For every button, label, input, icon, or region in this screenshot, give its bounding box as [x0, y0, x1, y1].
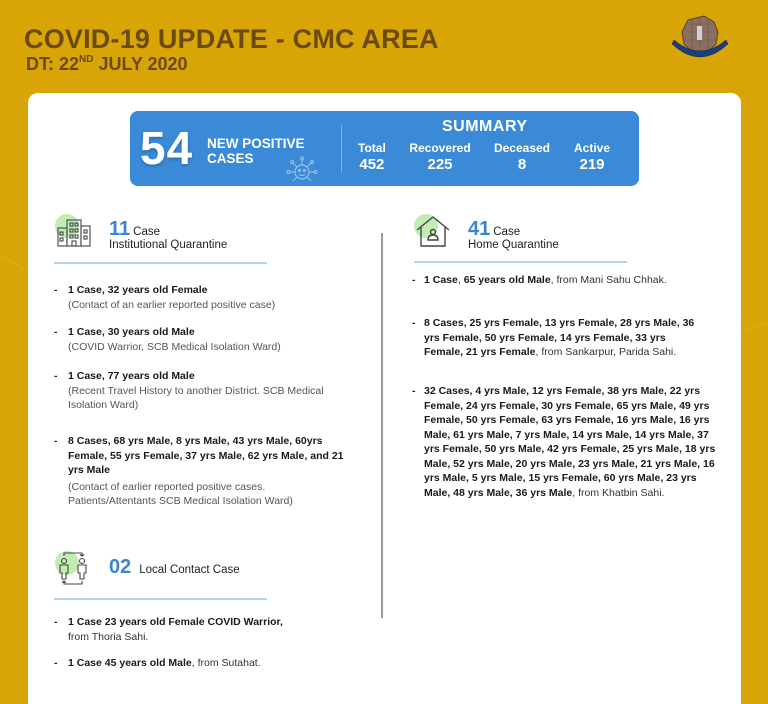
stat-label: Recovered [409, 141, 471, 155]
item-bold: 8 Cases, 68 yrs Male, 8 yrs Male, 43 yrs Male, 60yrs Female, 55 yrs Female, 37 yrs Male, 62 yrs Male, and 21 yrs Male [68, 435, 344, 476]
stat-recovered [407, 141, 473, 173]
banner-divider [341, 125, 342, 173]
date-suffix: JULY 2020 [93, 54, 188, 74]
page-title: COVID-19 UPDATE - CMC AREA [24, 24, 439, 54]
item-bold: 8 Cases, 25 yrs Female, 13 yrs Female, 28 yrs Male, 36 yrs Female, 50 yrs Female, 14 yrs Female, 33 yrs Female, 21 yrs Female [424, 317, 695, 358]
section-underline [414, 261, 627, 263]
stat-active [572, 141, 612, 173]
new-cases-count: 54 [140, 122, 194, 174]
bullet-dash: - [54, 326, 58, 338]
list-item [54, 283, 374, 312]
bullet-dash: - [412, 274, 416, 286]
local-contact-label: Local Contact Case [139, 564, 240, 576]
item-bold: 1 Case [424, 274, 458, 286]
item-normal: , from Khatbin Sahi. [572, 486, 665, 499]
bullet-dash: - [54, 657, 58, 669]
item-note: (Contact of an earlier reported positive case) [68, 298, 276, 311]
home-label: Home Quarantine [468, 239, 559, 251]
cmc-logo-icon [668, 14, 732, 62]
item-normal: , [457, 274, 464, 286]
item-normal: , from Mani Sahu Chhak. [550, 274, 667, 286]
bullet-dash: - [54, 435, 58, 447]
item-bold: 1 Case, 30 years old Male [68, 326, 195, 338]
institutional-unit: Case [133, 226, 161, 238]
item-note: (Recent Travel History to another District. SCB Medical Isolation Ward) [68, 384, 324, 411]
section-underline [54, 598, 267, 600]
date-ordinal: ND [79, 54, 94, 65]
institutional-quarantine-header [55, 214, 227, 251]
institutional-count: 11 [109, 218, 131, 240]
item-bold: 1 Case, 77 years old Male [68, 370, 195, 382]
list-item [412, 316, 702, 360]
local-contact-icon-wrap [55, 551, 97, 587]
list-item [54, 325, 374, 354]
item-bold: 65 years old Male [463, 274, 551, 286]
new-cases-label: NEW POSITIVE CASES [207, 136, 305, 166]
contact-tracing-icon [55, 551, 97, 587]
list-item [54, 434, 354, 509]
stat-label: Deceased [493, 141, 551, 155]
item-note: (Contact of earlier reported positive cases. Patients/Attentants SCB Medical Isolation Ward) [68, 480, 293, 507]
home-count: 41 [468, 218, 491, 240]
home-unit: Case [493, 226, 521, 238]
institutional-icon-wrap [55, 214, 97, 250]
item-note: (COVID Warrior, SCB Medical Isolation Ward) [68, 340, 281, 353]
bullet-dash: - [54, 616, 58, 628]
item-bold: 1 Case 45 years old Male [68, 657, 192, 669]
item-normal: from Thoria Sahi. [68, 630, 149, 643]
item-normal: , from Sutahat. [191, 657, 261, 669]
stat-total [358, 141, 386, 173]
home-quarantine-header [414, 214, 559, 251]
item-bold: 1 Case, 32 years old Female [68, 284, 208, 296]
summary-banner [130, 111, 639, 186]
summary-title: SUMMARY [442, 118, 528, 135]
local-contact-count: 02 [109, 556, 132, 578]
date-prefix: DT: 22 [26, 54, 80, 74]
list-item [54, 656, 354, 671]
stat-deceased [490, 141, 554, 173]
list-item [412, 384, 722, 500]
institutional-label: Institutional Quarantine [109, 239, 228, 251]
section-underline [54, 262, 267, 264]
bullet-dash: - [54, 370, 58, 382]
item-normal: , from Sankarpur, Parida Sahi. [535, 346, 677, 358]
list-item [54, 369, 324, 413]
bullet-dash: - [54, 284, 58, 296]
local-contact-header [55, 551, 240, 587]
stat-value: 452 [359, 156, 385, 173]
virus-icon [285, 155, 319, 185]
item-bold: 1 Case 23 years old Female COVID Warrior, [68, 616, 283, 628]
stat-value: 225 [427, 156, 453, 173]
buildings-icon [55, 214, 97, 250]
home-icon [414, 214, 456, 250]
stat-value: 219 [579, 156, 605, 173]
stat-value: 8 [517, 156, 527, 173]
home-icon-wrap [414, 214, 456, 250]
column-divider [381, 233, 383, 618]
bullet-dash: - [412, 317, 416, 329]
stat-label: Total [358, 141, 386, 155]
list-item [54, 615, 354, 644]
stat-label: Active [573, 141, 611, 155]
bullet-dash: - [412, 385, 416, 397]
report-date [26, 54, 188, 75]
item-bold: 32 Cases, 4 yrs Male, 12 yrs Female, 38 yrs Male, 22 yrs Female, 24 yrs Female, 30 yrs Female, 65 yrs Male, 49 yrs Female, 50 yrs Female, 63 yrs Female, 16 yrs Male, 16 yrs Male, 61 yrs Male, 7 yrs Male, 14 yrs Male, 14 yrs Male, 37 yrs Female, 50 yrs Male, 42 yrs Female, 25 yrs Male, 18 yrs Male, 52 yrs Male, 20 yrs Male, 23 yrs Male, 21 yrs Male, 16 yrs Male, 5 yrs Male, 15 yrs Female, 60 yrs Male, 23 yrs Male, 48 yrs Male, 36 yrs Male [424, 385, 716, 499]
list-item [412, 273, 732, 288]
